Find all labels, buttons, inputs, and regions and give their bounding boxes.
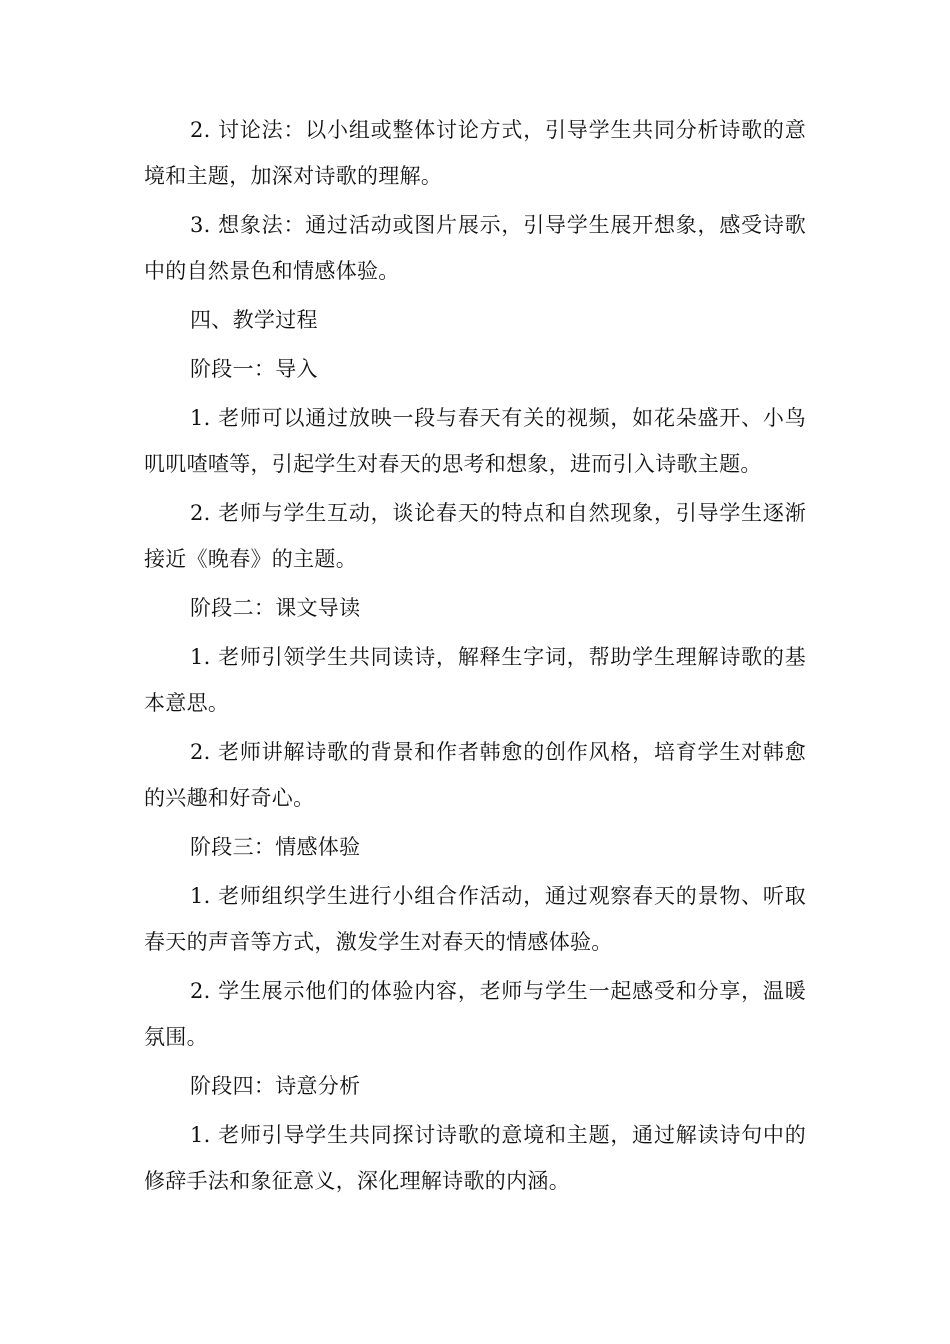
document-body [144,107,806,1207]
paragraph-stage4-item1: 1. 老师引导学生共同探讨诗歌的意境和主题，通过解读诗句中的修辞手法和象征意义，深化理解诗歌的内涵。 [144,1123,806,1193]
paragraph-stage2-item2: 2. 老师讲解诗歌的背景和作者韩愈的创作风格，培育学生对韩愈的兴趣和好奇心。 [144,740,806,810]
paragraph-stage2-item1: 1. 老师引领学生共同读诗，解释生字词，帮助学生理解诗歌的基本意思。 [144,645,806,715]
stage-heading-4: 阶段四：诗意分析 [190,1074,361,1098]
stage-heading-1: 阶段一：导入 [190,357,318,381]
paragraph-stage3-item2: 2. 学生展示他们的体验内容，老师与学生一起感受和分享，温暖氛围。 [144,979,806,1049]
paragraph-stage1-item2: 2. 老师与学生互动，谈论春天的特点和自然现象，引导学生逐渐接近《晚春》的主题。 [144,501,806,571]
stage-heading-3: 阶段三：情感体验 [190,835,361,859]
section-heading-teaching-process: 四、教学过程 [190,308,318,332]
paragraph-method-discussion: 2. 讨论法：以小组或整体讨论方式，引导学生共同分析诗歌的意境和主题，加深对诗歌的理解。 [144,118,806,188]
paragraph-stage1-item1: 1. 老师可以通过放映一段与春天有关的视频，如花朵盛开、小鸟叽叽喳喳等，引起学生对春天的思考和想象，进而引入诗歌主题。 [144,406,806,476]
stage-heading-2: 阶段二：课文导读 [190,596,361,620]
paragraph-stage3-item1: 1. 老师组织学生进行小组合作活动，通过观察春天的景物、听取春天的声音等方式，激发学生对春天的情感体验。 [144,884,806,954]
paragraph-method-imagination: 3. 想象法：通过活动或图片展示，引导学生展开想象，感受诗歌中的自然景色和情感体验。 [144,213,806,283]
